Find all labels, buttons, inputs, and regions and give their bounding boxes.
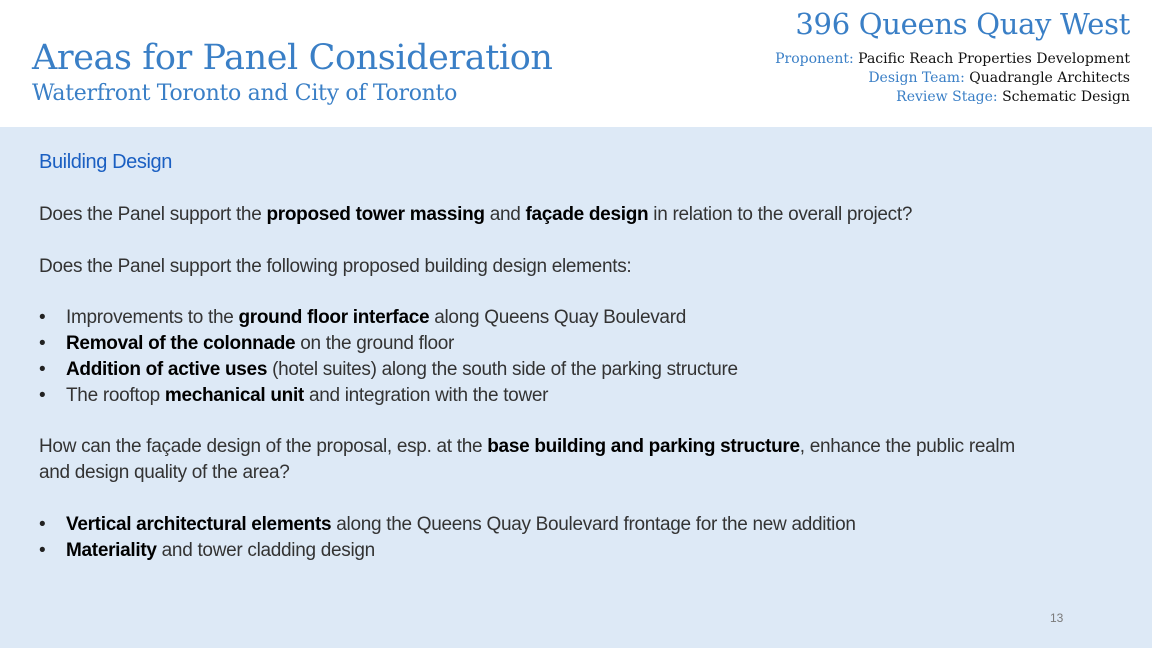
meta-review-stage bbox=[775, 88, 1130, 107]
meta-proponent bbox=[775, 50, 1130, 69]
emphasis: façade design bbox=[525, 204, 649, 225]
text: and tower cladding design bbox=[156, 540, 375, 561]
text: and integration with the tower bbox=[303, 385, 549, 406]
content-panel bbox=[0, 127, 1152, 648]
list-item bbox=[39, 383, 738, 409]
text: Does the Panel support the bbox=[39, 204, 267, 225]
emphasis: Vertical architectural elements bbox=[66, 514, 332, 535]
meta-value: Quadrangle Architects bbox=[964, 70, 1130, 86]
meta-value: Schematic Design bbox=[997, 89, 1130, 105]
question-elements: Does the Panel support the following proposed building design elements: bbox=[39, 256, 632, 277]
bullet: • bbox=[39, 359, 46, 380]
emphasis: Removal of the colonnade bbox=[66, 333, 296, 354]
emphasis: proposed tower massing bbox=[266, 204, 485, 225]
meta-value: Pacific Reach Properties Development bbox=[853, 51, 1130, 67]
slide-header bbox=[0, 0, 1152, 127]
meta-key: Design Team: bbox=[868, 70, 965, 86]
emphasis: mechanical unit bbox=[164, 385, 304, 406]
text: on the ground floor bbox=[295, 333, 455, 354]
page-number: 13 bbox=[1050, 611, 1064, 625]
text: How can the façade design of the proposal, esp. at the bbox=[39, 436, 488, 457]
design-elements-list bbox=[39, 305, 738, 409]
bullet: • bbox=[39, 385, 46, 406]
list-item bbox=[39, 512, 856, 538]
page-title: Areas for Panel Consideration bbox=[32, 38, 553, 78]
emphasis: Materiality bbox=[66, 540, 157, 561]
project-meta bbox=[775, 50, 1130, 107]
text: and design quality of the area? bbox=[39, 462, 290, 483]
bullet: • bbox=[39, 540, 46, 561]
text: The rooftop bbox=[66, 385, 165, 406]
page-subtitle: Waterfront Toronto and City of Toronto bbox=[32, 81, 458, 106]
meta-key: Proponent: bbox=[775, 51, 854, 67]
emphasis: Addition of active uses bbox=[66, 359, 268, 380]
bullet: • bbox=[39, 514, 46, 535]
facade-elements-list bbox=[39, 512, 856, 564]
bullet: • bbox=[39, 307, 46, 328]
question-facade bbox=[39, 434, 1015, 486]
list-item bbox=[39, 305, 738, 331]
list-item bbox=[39, 538, 856, 564]
meta-design-team bbox=[775, 69, 1130, 88]
text: (hotel suites) along the south side of the parking structure bbox=[267, 359, 738, 380]
list-item bbox=[39, 357, 738, 383]
section-heading: Building Design bbox=[39, 151, 172, 173]
question-massing bbox=[39, 202, 912, 228]
project-title: 396 Queens Quay West bbox=[795, 7, 1130, 41]
text: along the Queens Quay Boulevard frontage for the new addition bbox=[331, 514, 856, 535]
text: along Queens Quay Boulevard bbox=[429, 307, 686, 328]
emphasis: ground floor interface bbox=[238, 307, 430, 328]
text: Improvements to the bbox=[66, 307, 239, 328]
text: in relation to the overall project? bbox=[648, 204, 913, 225]
bullet: • bbox=[39, 333, 46, 354]
text: and bbox=[484, 204, 526, 225]
list-item bbox=[39, 331, 738, 357]
text: , enhance the public realm bbox=[799, 436, 1015, 457]
emphasis: base building and parking structure bbox=[487, 436, 800, 457]
meta-key: Review Stage: bbox=[896, 89, 998, 105]
